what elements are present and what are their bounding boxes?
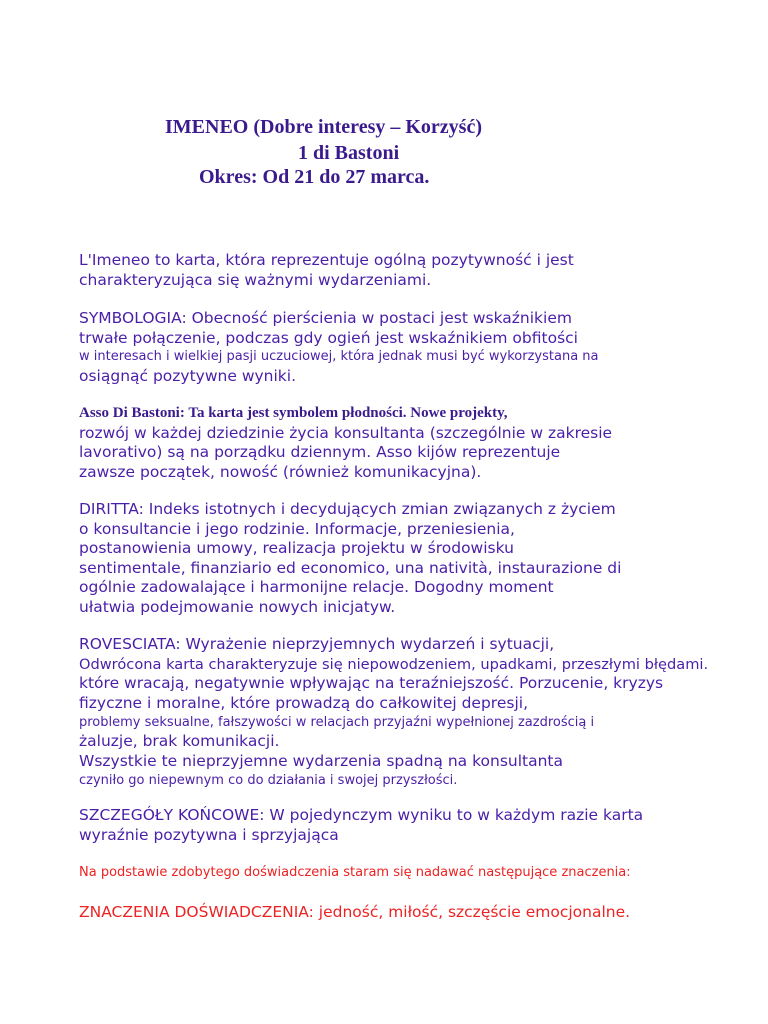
rovesciata-paragraph bbox=[79, 635, 708, 790]
symbology-paragraph bbox=[79, 309, 599, 387]
rovesciata-line-4: fizyczne i moralne, które prowadzą do całkowitej depresji, bbox=[79, 693, 528, 712]
rovesciata-line-7: Wszystkie te nieprzyjemne wydarzenia spadną na konsultanta bbox=[79, 751, 564, 770]
asso-line-1: Asso Di Bastoni: Ta karta jest symbolem płodności. Nowe projekty, bbox=[79, 405, 508, 421]
asso-line-2: rozwój w każdej dziedzinie życia konsultanta (szczególnie w zakresie bbox=[79, 423, 613, 442]
experience-meanings: ZNACZENIA DOŚWIADCZENIA: jedność, miłość, szczęście emocjonalne. bbox=[79, 903, 631, 921]
title-line-2: 1 di Bastoni bbox=[298, 142, 400, 164]
rovesciata-line-3: które wracają, negatywnie wpływając na teraźniejszość. Porzucenie, kryzys bbox=[79, 674, 664, 692]
symbology-line-1: SYMBOLOGIA: Obecność pierścienia w postaci jest wskaźnikiem bbox=[79, 309, 572, 327]
intro-line-2: charakteryzująca się ważnymi wydarzeniami. bbox=[79, 270, 432, 289]
rovesciata-line-6: żaluzje, brak komunikacji. bbox=[79, 732, 280, 750]
asso-line-4: zawsze początek, nowość (również komunikacyjna). bbox=[79, 462, 482, 481]
symbology-line-4: osiągnąć pozytywne wyniki. bbox=[79, 367, 297, 385]
title-line-1: IMENEO (Dobre interesy – Korzyść) bbox=[165, 116, 482, 138]
symbology-line-2: trwałe połączenie, podczas gdy ogień jest wskaźnikiem obfitości bbox=[79, 328, 578, 347]
diritta-line-5: ogólnie zadowalające i harmonijne relacje. Dogodny moment bbox=[79, 578, 554, 596]
intro-line-1: L'Imeneo to karta, która reprezentuje ogólną pozytywność i jest bbox=[79, 251, 574, 269]
diritta-line-4: sentimentale, finanziario ed economico, una natività, instaurazione di bbox=[79, 558, 622, 577]
diritta-paragraph bbox=[79, 500, 621, 617]
rovesciata-line-8: czyniło go niepewnym co do działania i swojej przyszłości. bbox=[79, 773, 458, 788]
experience-note: Na podstawie zdobytego doświadczenia staram się nadawać następujące znaczenia: bbox=[79, 865, 631, 880]
diritta-line-3: postanowienia umowy, realizacja projektu w środowisku bbox=[79, 539, 514, 557]
rovesciata-line-5: problemy seksualne, fałszywości w relacjach przyjaźni wypełnionej zazdrością i bbox=[79, 715, 595, 730]
asso-line-3: lavorativo) są na porządku dziennym. Asso kijów reprezentuje bbox=[79, 443, 561, 461]
symbology-line-3: w interesach i wielkiej pasji uczuciowej, która jednak musi być wykorzystana na bbox=[79, 349, 599, 364]
diritta-line-6: ułatwia podejmowanie nowych inicjatyw. bbox=[79, 597, 396, 616]
diritta-line-2: o konsultancie i jego rodzinie. Informacje, przeniesienia, bbox=[79, 519, 515, 538]
rovesciata-line-1: ROVESCIATA: Wyrażenie nieprzyjemnych wydarzeń i sytuacji, bbox=[79, 635, 555, 653]
intro-paragraph bbox=[79, 251, 574, 290]
diritta-line-1: DIRITTA: Indeks istotnych i decydujących zmian związanych z życiem bbox=[79, 500, 616, 518]
asso-paragraph bbox=[79, 404, 612, 482]
details-line-1: SZCZEGÓŁY KOŃCOWE: W pojedynczym wyniku to w każdym razie karta bbox=[79, 806, 644, 824]
details-paragraph bbox=[79, 806, 643, 845]
title-line-3: Okres: Od 21 do 27 marca. bbox=[199, 166, 430, 188]
details-line-2: wyraźnie pozytywna i sprzyjająca bbox=[79, 825, 339, 844]
rovesciata-line-2: Odwrócona karta charakteryzuje się niepowodzeniem, upadkami, przeszłymi błędami. bbox=[79, 655, 709, 673]
